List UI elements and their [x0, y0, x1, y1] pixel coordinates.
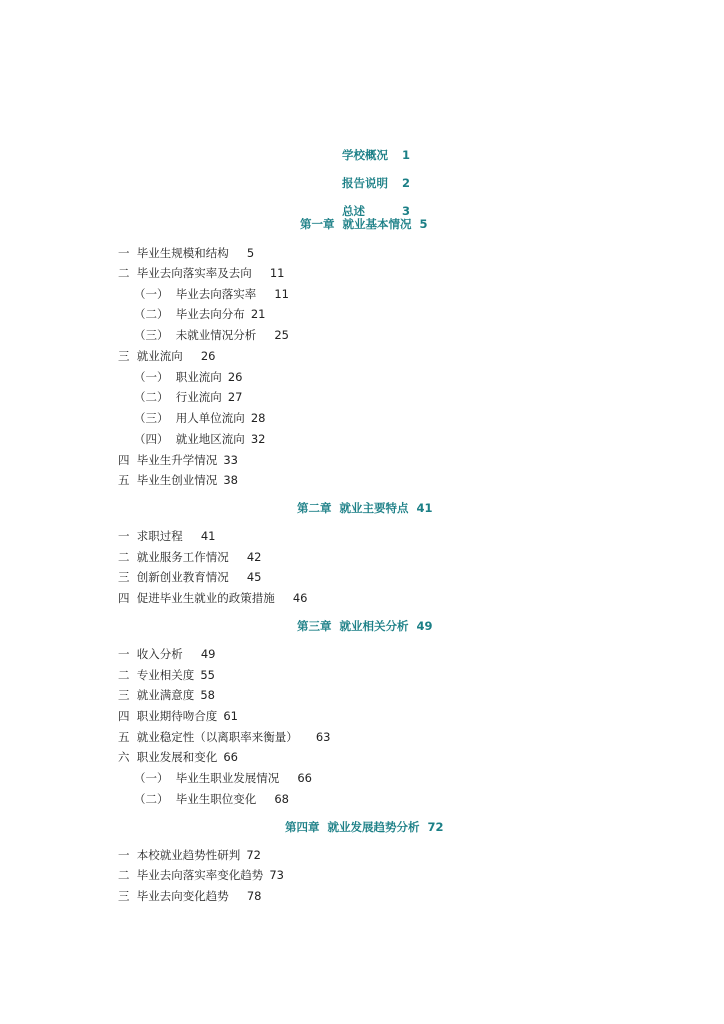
toc-entry-label: （四） 就业地区流向 [134, 432, 245, 446]
chapter-heading[interactable]: 第一章 就业基本情况 5 [300, 217, 428, 231]
toc-entry-page: 58 [200, 688, 215, 702]
toc-entry[interactable] [118, 529, 215, 543]
toc-entry-page: 5 [246, 246, 255, 260]
toc-entry-label: （一） 职业流向 [134, 370, 222, 384]
toc-entry-page: 73 [269, 868, 284, 882]
toc-entry-label: 一 毕业生规模和结构 [118, 246, 229, 260]
toc-entry-page: 72 [246, 848, 261, 862]
toc-entry[interactable] [118, 889, 261, 903]
toc-entry[interactable] [118, 570, 261, 584]
toc-front-page: 2 [402, 176, 411, 190]
toc-entry-page: 68 [274, 792, 289, 806]
toc-front-page: 1 [402, 148, 411, 162]
toc-entry[interactable] [118, 688, 215, 702]
toc-entry[interactable] [118, 668, 215, 682]
toc-entry-page: 38 [223, 473, 238, 487]
toc-entry-label: 五 就业稳定性（以离职率来衡量） [118, 730, 298, 744]
toc-entry-label: （二） 毕业去向分布 [134, 307, 245, 321]
toc-entry-label: （二） 行业流向 [134, 390, 222, 404]
toc-entry[interactable] [134, 307, 265, 321]
toc-entry-label: 一 本校就业趋势性研判 [118, 848, 241, 862]
toc-entry[interactable] [134, 411, 265, 425]
toc-entry-page: 11 [269, 266, 285, 280]
toc-entry-page: 63 [315, 730, 331, 744]
toc-entry-page: 32 [250, 432, 266, 446]
toc-entry[interactable] [118, 848, 261, 862]
toc-entry[interactable] [118, 453, 238, 467]
toc-entry-label: 一 收入分析 [118, 647, 183, 661]
toc-entry[interactable] [134, 432, 265, 446]
toc-entry[interactable] [134, 792, 289, 806]
toc-entry-page: 42 [246, 550, 262, 564]
toc-entry[interactable] [134, 328, 289, 342]
toc-entry[interactable] [118, 730, 330, 744]
toc-entry-label: 五 毕业生创业情况 [118, 473, 218, 487]
toc-entry[interactable] [134, 287, 289, 301]
toc-entry-page: 21 [250, 307, 266, 321]
toc-entry-page: 61 [223, 709, 238, 723]
toc-entry[interactable] [118, 750, 238, 764]
toc-entry-label: （一） 毕业去向落实率 [134, 287, 257, 301]
toc-entry-label: 一 求职过程 [118, 529, 183, 543]
toc-entry-label: （二） 毕业生职位变化 [134, 792, 257, 806]
toc-entry-label: 三 毕业去向变化趋势 [118, 889, 229, 903]
toc-entry[interactable] [118, 246, 254, 260]
toc-entry-page: 55 [200, 668, 215, 682]
toc-entry-label: 二 专业相关度 [118, 668, 195, 682]
toc-entry-page: 11 [274, 287, 289, 301]
toc-entry[interactable] [118, 266, 284, 280]
toc-entry-label: 二 毕业去向落实率变化趋势 [118, 868, 264, 882]
toc-entry-page: 26 [200, 349, 216, 363]
toc-entry-label: 三 就业满意度 [118, 688, 195, 702]
toc-front-label: 学校概况 [342, 148, 389, 162]
toc-entry[interactable] [118, 349, 215, 363]
toc-entry[interactable] [118, 550, 261, 564]
toc-entry-page: 41 [200, 529, 216, 543]
toc-entry-label: 二 毕业去向落实率及去向 [118, 266, 252, 280]
toc-entry[interactable] [118, 591, 307, 605]
toc-front-label: 报告说明 [342, 176, 389, 190]
toc-front-label: 总述 [342, 204, 366, 218]
toc-entry-page: 46 [292, 591, 308, 605]
toc-entry-label: （三） 未就业情况分析 [134, 328, 257, 342]
toc-entry-label: 二 就业服务工作情况 [118, 550, 229, 564]
toc-entry-label: 四 毕业生升学情况 [118, 453, 218, 467]
toc-entry-label: 三 就业流向 [118, 349, 183, 363]
toc-entry[interactable] [118, 709, 238, 723]
toc-entry-page: 78 [246, 889, 262, 903]
toc-front-page: 3 [402, 204, 411, 218]
toc-entry-page: 26 [227, 370, 243, 384]
toc-entry-page: 33 [223, 453, 238, 467]
toc-entry-label: 三 创新创业教育情况 [118, 570, 229, 584]
toc-entry[interactable] [134, 771, 312, 785]
chapter-heading[interactable]: 第二章 就业主要特点 41 [297, 501, 433, 515]
toc-entry[interactable] [134, 370, 242, 384]
toc-entry-label: 六 职业发展和变化 [118, 750, 218, 764]
toc-entry-page: 28 [250, 411, 266, 425]
toc-entry[interactable] [134, 390, 242, 404]
toc-entry[interactable] [118, 647, 215, 661]
toc-entry[interactable] [118, 473, 238, 487]
toc-entry-page: 49 [200, 647, 216, 661]
chapter-heading[interactable]: 第三章 就业相关分析 49 [297, 619, 433, 633]
chapter-heading[interactable]: 第四章 就业发展趋势分析 72 [285, 820, 444, 834]
toc-entry-label: （三） 用人单位流向 [134, 411, 245, 425]
toc-entry-label: （一） 毕业生职业发展情况 [134, 771, 280, 785]
toc-entry-page: 27 [227, 390, 243, 404]
toc-entry-label: 四 促进毕业生就业的政策措施 [118, 591, 275, 605]
toc-entry-label: 四 职业期待吻合度 [118, 709, 218, 723]
toc-entry-page: 45 [246, 570, 262, 584]
toc-entry-page: 66 [223, 750, 238, 764]
toc-entry-page: 25 [274, 328, 289, 342]
toc-entry[interactable] [118, 868, 284, 882]
toc-entry-page: 66 [297, 771, 312, 785]
